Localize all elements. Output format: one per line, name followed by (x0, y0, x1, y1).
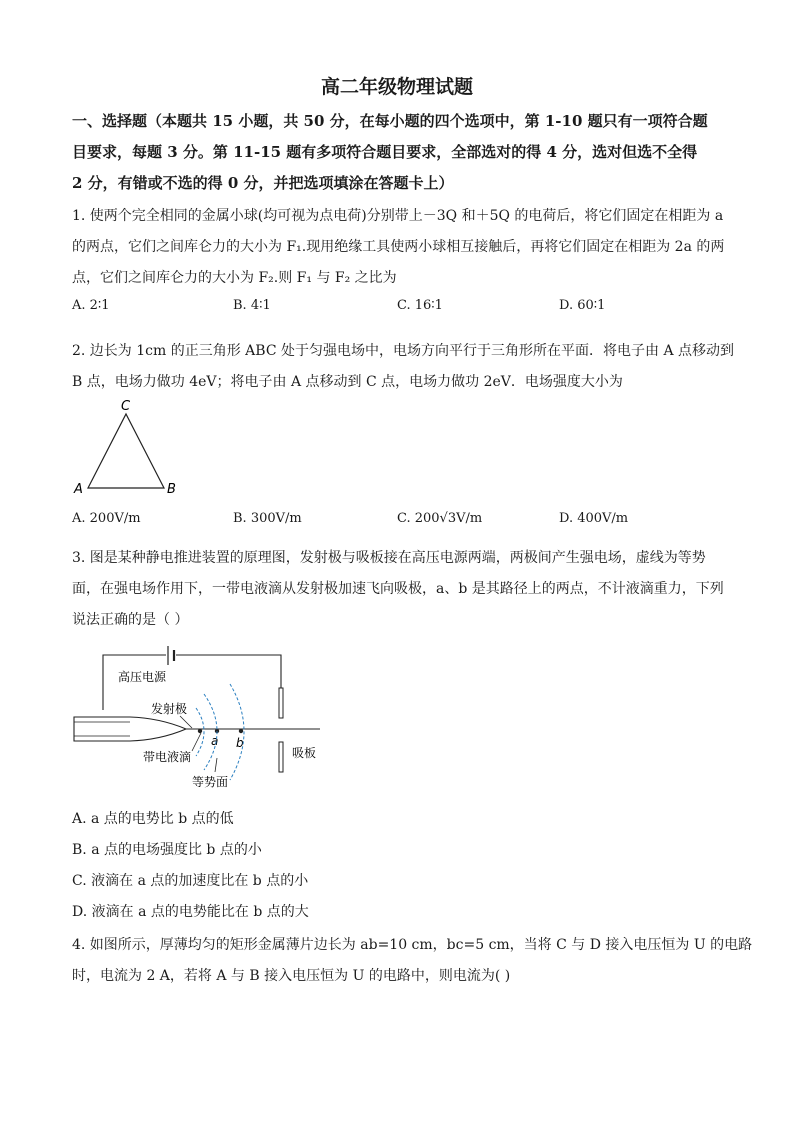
q3-text-line-1: 3. 图是某种静电推进装置的原理图，发射极与吸板接在高压电源两端，两极间产生强电场，虚线为等势 (72, 550, 706, 566)
q2-option-d[interactable]: D. 400V/m (559, 511, 629, 526)
q1-option-b[interactable]: B. 4∶1 (233, 298, 271, 313)
triangle-abc-figure (70, 396, 190, 498)
section-instructions-line-2: 目要求，每题 3 分。第 11-15 题有多项符合题目要求，全部选对的得 4 分，选对但选不全得 (72, 143, 698, 161)
emitter-body (74, 717, 186, 741)
q3-option-c[interactable]: C. 液滴在 a 点的加速度比在 b 点的小 (72, 873, 309, 889)
droplet-dot (198, 729, 202, 733)
q3-text-line-2: 面，在强电场作用下，一带电液滴从发射极加速飞向吸极，a、b 是其路径上的两点，不计液滴重力，下列 (72, 581, 724, 597)
triangle-label-b: B (167, 482, 176, 497)
power-supply-label: 高压电源 (118, 670, 167, 684)
emitter-label: 发射极 (151, 702, 188, 716)
q3-option-a[interactable]: A. a 点的电势比 b 点的低 (72, 811, 234, 827)
circuit-wire-right (176, 655, 281, 688)
point-b-dot (239, 729, 243, 733)
q2-text-line-1: 2. 边长为 1cm 的正三角形 ABC 处于匀强电场中，电场方向平行于三角形所在平面．将电子由 A 点移动到 (72, 343, 735, 359)
q1-text-line-1: 1. 使两个完全相同的金属小球(均可视为点电荷)分别带上－3Q 和＋5Q 的电荷后，将它们固定在相距为 a (72, 208, 724, 224)
q2-option-b[interactable]: B. 300V/m (233, 511, 302, 526)
q4-text-line-1: 4. 如图所示，厚薄均匀的矩形金属薄片边长为 ab=10 cm，bc=5 cm，当将 C 与 D 接入电压恒为 U 的电路 (72, 937, 753, 953)
collector-plate-upper (279, 688, 283, 718)
q2-option-a[interactable]: A. 200V/m (72, 511, 141, 526)
q1-option-c[interactable]: C. 16∶1 (397, 298, 443, 313)
section-instructions-line-3: 2 分，有错或不选的得 0 分，并把选项填涂在答题卡上） (72, 174, 454, 192)
collector-plate-lower (279, 742, 283, 772)
section-instructions-line-1: 一、选择题（本题共 15 小题，共 50 分，在每小题的四个选项中，第 1-10 题只有一项符合题 (72, 112, 708, 130)
q3-option-b[interactable]: B. a 点的电场强度比 b 点的小 (72, 842, 262, 858)
q2-text-line-2: B 点，电场力做功 4eV；将电子由 A 点移动到 C 点，电场力做功 2eV．电场强度大小为 (72, 374, 623, 390)
q1-text-line-3: 点，它们之间库仑力的大小为 F₂.则 F₁ 与 F₂ 之比为 (72, 270, 397, 286)
equipotential-label: 等势面 (192, 775, 229, 789)
q1-option-a[interactable]: A. 2∶1 (72, 298, 110, 313)
q3-option-d[interactable]: D. 液滴在 a 点的电势能比在 b 点的大 (72, 904, 309, 920)
triangle-abc-shape (88, 414, 164, 488)
equipotential-leader-line (215, 758, 217, 772)
q3-text-line-3: 说法正确的是（ ） (72, 612, 189, 628)
q1-option-d[interactable]: D. 60∶1 (559, 298, 606, 313)
q4-text-line-2: 时，电流为 2 A，若将 A 与 B 接入电压恒为 U 的电路中，则电流为( ) (72, 968, 511, 984)
point-b-label: b (236, 736, 244, 750)
electrostatic-thruster-figure (70, 638, 340, 798)
page-title: 高二年级物理试题 (320, 76, 473, 98)
q1-text-line-2: 的两点，它们之间库仑力的大小为 F₁.现用绝缘工具使两小球相互接触后，再将它们固定在相距为 2a 的两 (72, 239, 725, 255)
collector-plate-label: 吸板 (292, 746, 317, 760)
emitter-leader-line (180, 716, 192, 728)
triangle-label-c: C (121, 399, 131, 414)
droplet-label: 带电液滴 (143, 750, 192, 764)
triangle-label-a: A (74, 482, 83, 497)
point-a-label: a (211, 734, 219, 748)
q2-option-c[interactable]: C. 200√3V/m (397, 511, 483, 526)
